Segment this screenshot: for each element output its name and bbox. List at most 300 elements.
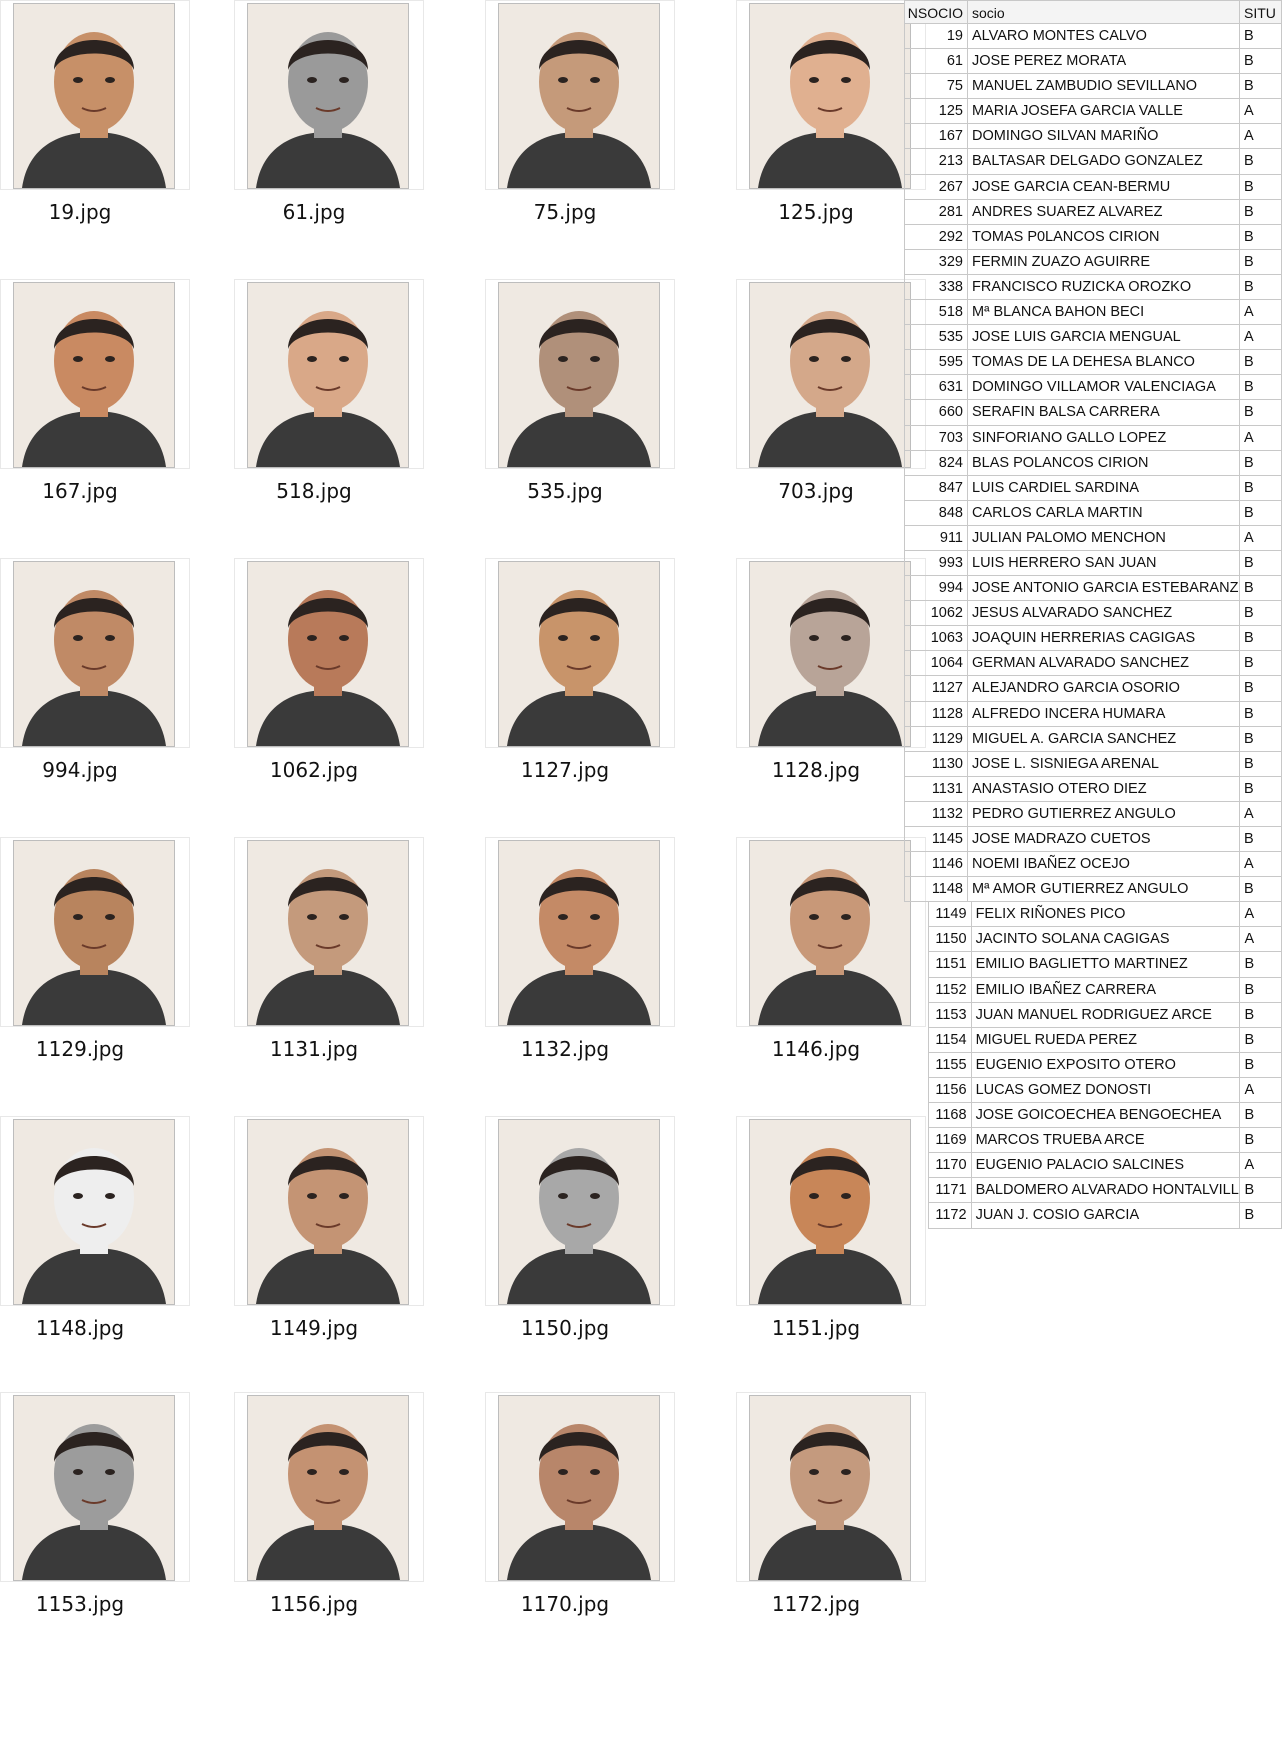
table-row[interactable] — [904, 802, 1282, 827]
cell-socio[interactable]: TOMAS DE LA DEHESA BLANCO — [968, 350, 1240, 375]
table-row[interactable] — [904, 124, 1282, 149]
cell-nsocio[interactable]: 847 — [904, 476, 968, 501]
cell-socio[interactable]: MANUEL ZAMBUDIO SEVILLANO — [968, 74, 1240, 99]
cell-situ[interactable]: A — [1240, 902, 1282, 927]
cell-nsocio[interactable]: 660 — [904, 400, 968, 425]
table-row[interactable] — [904, 827, 1282, 852]
cell-socio[interactable]: CARLOS CARLA MARTIN — [968, 501, 1240, 526]
photo-frame — [485, 1392, 675, 1582]
cell-situ[interactable]: B — [1240, 1128, 1282, 1153]
photo-frame — [234, 1392, 424, 1582]
table-row[interactable] — [904, 275, 1282, 300]
cell-socio[interactable]: ANDRES SUAREZ ALVAREZ — [968, 200, 1240, 225]
cell-socio[interactable]: ALVARO MONTES CALVO — [968, 24, 1240, 49]
photo-frame — [736, 1116, 926, 1306]
table-row[interactable] — [904, 49, 1282, 74]
photo-tile[interactable] — [234, 1392, 424, 1642]
cell-situ[interactable]: B — [1240, 1178, 1282, 1203]
cell-nsocio[interactable]: 1148 — [904, 877, 968, 902]
cell-socio[interactable]: EUGENIO PALACIO SALCINES — [972, 1153, 1241, 1178]
cell-situ[interactable]: B — [1240, 827, 1282, 852]
portrait-icon — [499, 1120, 659, 1304]
table-row[interactable] — [928, 1128, 1282, 1153]
cell-socio[interactable]: DOMINGO SILVAN MARIÑO — [968, 124, 1240, 149]
portrait-icon — [750, 283, 910, 467]
cell-socio[interactable]: JOAQUIN HERRERIAS CAGIGAS — [968, 626, 1240, 651]
cell-socio[interactable]: LUIS CARDIEL SARDINA — [968, 476, 1240, 501]
photo-tile[interactable] — [736, 279, 926, 529]
table-row[interactable] — [904, 225, 1282, 250]
cell-situ[interactable]: B — [1240, 175, 1282, 200]
cell-socio[interactable]: JOSE GARCIA CEAN-BERMU — [968, 175, 1240, 200]
photo-filename: 1151.jpg — [771, 1316, 861, 1340]
cell-nsocio[interactable]: 1131 — [904, 777, 968, 802]
cell-nsocio[interactable]: 1149 — [928, 902, 972, 927]
photo-filename: 1156.jpg — [269, 1592, 359, 1616]
portrait-icon — [750, 1120, 910, 1304]
cell-nsocio[interactable]: 1170 — [928, 1153, 972, 1178]
photo-filename: 1148.jpg — [35, 1316, 125, 1340]
cell-socio[interactable]: MARIA JOSEFA GARCIA VALLE — [968, 99, 1240, 124]
cell-nsocio[interactable]: 994 — [904, 576, 968, 601]
portrait-photo — [749, 840, 911, 1026]
photo-frame — [0, 558, 190, 748]
cell-nsocio[interactable]: 281 — [904, 200, 968, 225]
cell-socio[interactable]: JOSE L. SISNIEGA ARENAL — [968, 752, 1240, 777]
cell-nsocio[interactable]: 518 — [904, 300, 968, 325]
cell-situ[interactable]: A — [1240, 852, 1282, 877]
cell-situ[interactable]: B — [1240, 1053, 1282, 1078]
cell-situ[interactable]: B — [1240, 225, 1282, 250]
table-row[interactable] — [928, 1078, 1282, 1103]
cell-socio[interactable]: JUAN J. COSIO GARCIA — [972, 1203, 1241, 1228]
cell-nsocio[interactable]: 595 — [904, 350, 968, 375]
cell-nsocio[interactable]: 631 — [904, 375, 968, 400]
header-socio[interactable]: socio — [968, 0, 1240, 24]
cell-nsocio[interactable]: 1168 — [928, 1103, 972, 1128]
portrait-icon — [499, 1396, 659, 1580]
table-row[interactable] — [904, 200, 1282, 225]
cell-nsocio[interactable]: 1128 — [904, 702, 968, 727]
table-row[interactable] — [928, 1203, 1282, 1228]
portrait-photo — [13, 1119, 175, 1305]
photo-frame — [485, 0, 675, 190]
cell-nsocio[interactable]: 167 — [904, 124, 968, 149]
table-row[interactable] — [904, 551, 1282, 576]
cell-socio[interactable]: GERMAN ALVARADO SANCHEZ — [968, 651, 1240, 676]
portrait-photo — [247, 561, 409, 747]
cell-nsocio[interactable]: 1156 — [928, 1078, 972, 1103]
cell-nsocio[interactable]: 213 — [904, 149, 968, 174]
cell-situ[interactable]: B — [1240, 702, 1282, 727]
table-row[interactable] — [904, 99, 1282, 124]
cell-socio[interactable]: SINFORIANO GALLO LOPEZ — [968, 426, 1240, 451]
cell-situ[interactable]: B — [1240, 24, 1282, 49]
photo-filename: 535.jpg — [527, 479, 603, 503]
cell-situ[interactable]: B — [1240, 1203, 1282, 1228]
table-row[interactable] — [904, 350, 1282, 375]
cell-socio[interactable]: BALTASAR DELGADO GONZALEZ — [968, 149, 1240, 174]
cell-nsocio[interactable]: 338 — [904, 275, 968, 300]
table-row[interactable] — [928, 902, 1282, 927]
photo-filename: 1149.jpg — [269, 1316, 359, 1340]
portrait-icon — [750, 841, 910, 1025]
table-row[interactable] — [928, 978, 1282, 1003]
cell-nsocio[interactable]: 1062 — [904, 601, 968, 626]
photo-tile[interactable] — [234, 0, 424, 250]
photo-filename: 167.jpg — [42, 479, 118, 503]
cell-situ[interactable]: B — [1240, 375, 1282, 400]
cell-situ[interactable]: A — [1240, 426, 1282, 451]
cell-situ[interactable]: B — [1240, 877, 1282, 902]
photo-tile[interactable] — [485, 0, 675, 250]
cell-situ[interactable]: B — [1240, 200, 1282, 225]
photo-frame — [234, 1116, 424, 1306]
photo-filename: 1153.jpg — [35, 1592, 125, 1616]
portrait-photo — [749, 1119, 911, 1305]
cell-nsocio[interactable]: 1145 — [904, 827, 968, 852]
cell-socio[interactable]: FERMIN ZUAZO AGUIRRE — [968, 250, 1240, 275]
cell-socio[interactable]: MIGUEL RUEDA PEREZ — [972, 1028, 1241, 1053]
cell-nsocio[interactable]: 1129 — [904, 727, 968, 752]
table-row[interactable] — [904, 777, 1282, 802]
cell-socio[interactable]: Mª AMOR GUTIERREZ ANGULO — [968, 877, 1240, 902]
cell-socio[interactable]: JOSE GOICOECHEA BENGOECHEA — [972, 1103, 1241, 1128]
cell-socio[interactable]: FELIX RIÑONES PICO — [972, 902, 1241, 927]
photo-tile[interactable] — [0, 0, 190, 250]
cell-situ[interactable]: A — [1240, 927, 1282, 952]
photo-filename: 1129.jpg — [35, 1037, 125, 1061]
cell-socio[interactable]: PEDRO GUTIERREZ ANGULO — [968, 802, 1240, 827]
cell-situ[interactable]: A — [1240, 526, 1282, 551]
cell-nsocio[interactable]: 19 — [904, 24, 968, 49]
table-body — [904, 24, 1282, 1229]
cell-nsocio[interactable]: 1169 — [928, 1128, 972, 1153]
photo-tile[interactable] — [736, 1392, 926, 1642]
cell-socio[interactable]: LUIS HERRERO SAN JUAN — [968, 551, 1240, 576]
table-row[interactable] — [904, 426, 1282, 451]
portrait-icon — [750, 1396, 910, 1580]
cell-nsocio[interactable]: 1153 — [928, 1003, 972, 1028]
table-row[interactable] — [904, 676, 1282, 701]
cell-situ[interactable]: B — [1240, 1028, 1282, 1053]
cell-nsocio[interactable]: 1063 — [904, 626, 968, 651]
photo-filename: 1131.jpg — [269, 1037, 359, 1061]
photo-filename: 1132.jpg — [520, 1037, 610, 1061]
photo-frame — [234, 0, 424, 190]
portrait-photo — [247, 1119, 409, 1305]
cell-socio[interactable]: MARCOS TRUEBA ARCE — [972, 1128, 1241, 1153]
table-row[interactable] — [904, 576, 1282, 601]
cell-situ[interactable]: A — [1240, 1078, 1282, 1103]
cell-situ[interactable]: B — [1240, 1103, 1282, 1128]
photo-tile[interactable] — [485, 558, 675, 808]
cell-nsocio[interactable]: 329 — [904, 250, 968, 275]
portrait-icon — [14, 562, 174, 746]
cell-situ[interactable]: B — [1240, 451, 1282, 476]
table-row[interactable] — [904, 451, 1282, 476]
photo-tile[interactable] — [0, 558, 190, 808]
cell-situ[interactable]: B — [1240, 601, 1282, 626]
members-table — [904, 0, 1282, 1229]
table-row[interactable] — [904, 727, 1282, 752]
portrait-icon — [248, 1120, 408, 1304]
cell-socio[interactable]: Mª BLANCA BAHON BECI — [968, 300, 1240, 325]
cell-situ[interactable]: A — [1240, 300, 1282, 325]
cell-socio[interactable]: JESUS ALVARADO SANCHEZ — [968, 601, 1240, 626]
photo-tile[interactable] — [736, 1116, 926, 1366]
table-row[interactable] — [904, 702, 1282, 727]
photo-tile[interactable] — [0, 1392, 190, 1642]
cell-socio[interactable]: JULIAN PALOMO MENCHON — [968, 526, 1240, 551]
table-header-row — [904, 0, 1282, 24]
portrait-photo — [498, 3, 660, 189]
table-row[interactable] — [928, 1103, 1282, 1128]
cell-situ[interactable]: B — [1240, 952, 1282, 977]
photo-frame — [736, 1392, 926, 1582]
portrait-icon — [750, 562, 910, 746]
photo-filename: 61.jpg — [282, 200, 346, 224]
cell-situ[interactable]: B — [1240, 651, 1282, 676]
header-situ[interactable]: SITU — [1240, 0, 1282, 24]
cell-socio[interactable]: JUAN MANUEL RODRIGUEZ ARCE — [972, 1003, 1241, 1028]
table-row[interactable] — [928, 1053, 1282, 1078]
portrait-photo — [498, 1395, 660, 1581]
photo-frame — [736, 279, 926, 469]
photo-frame — [736, 558, 926, 748]
cell-nsocio[interactable]: 1130 — [904, 752, 968, 777]
cell-situ[interactable]: B — [1240, 1003, 1282, 1028]
portrait-photo — [498, 840, 660, 1026]
cell-socio[interactable]: MIGUEL A. GARCIA SANCHEZ — [968, 727, 1240, 752]
photo-tile[interactable] — [234, 279, 424, 529]
cell-situ[interactable]: B — [1240, 74, 1282, 99]
cell-situ[interactable]: B — [1240, 727, 1282, 752]
cell-socio[interactable]: JACINTO SOLANA CAGIGAS — [972, 927, 1241, 952]
portrait-photo — [749, 3, 911, 189]
photo-frame — [0, 837, 190, 1027]
cell-nsocio[interactable]: 1150 — [928, 927, 972, 952]
photo-filename: 19.jpg — [48, 200, 112, 224]
table-row[interactable] — [904, 526, 1282, 551]
table-row[interactable] — [928, 1028, 1282, 1053]
portrait-photo — [13, 3, 175, 189]
table-row[interactable] — [904, 375, 1282, 400]
photo-frame — [234, 279, 424, 469]
cell-socio[interactable]: ALFREDO INCERA HUMARA — [968, 702, 1240, 727]
portrait-icon — [248, 562, 408, 746]
photo-frame — [0, 0, 190, 190]
table-row[interactable] — [928, 1178, 1282, 1203]
cell-nsocio[interactable]: 1127 — [904, 676, 968, 701]
cell-socio[interactable]: EMILIO BAGLIETTO MARTINEZ — [972, 952, 1241, 977]
portrait-icon — [14, 841, 174, 1025]
photo-filename: 75.jpg — [533, 200, 597, 224]
cell-situ[interactable]: B — [1240, 626, 1282, 651]
portrait-photo — [247, 3, 409, 189]
cell-socio[interactable]: BLAS POLANCOS CIRION — [968, 451, 1240, 476]
cell-situ[interactable]: B — [1240, 49, 1282, 74]
cell-socio[interactable]: JOSE PEREZ MORATA — [968, 49, 1240, 74]
photo-frame — [736, 837, 926, 1027]
cell-situ[interactable]: B — [1240, 777, 1282, 802]
cell-socio[interactable]: ANASTASIO OTERO DIEZ — [968, 777, 1240, 802]
table-row[interactable] — [904, 601, 1282, 626]
photo-frame — [485, 558, 675, 748]
cell-nsocio[interactable]: 1152 — [928, 978, 972, 1003]
cell-nsocio[interactable]: 848 — [904, 501, 968, 526]
portrait-icon — [499, 841, 659, 1025]
cell-socio[interactable]: FRANCISCO RUZICKA OROZKO — [968, 275, 1240, 300]
cell-socio[interactable]: JOSE LUIS GARCIA MENGUAL — [968, 325, 1240, 350]
table-row[interactable] — [904, 250, 1282, 275]
portrait-photo — [247, 840, 409, 1026]
table-row[interactable] — [904, 149, 1282, 174]
cell-situ[interactable]: B — [1240, 752, 1282, 777]
cell-situ[interactable]: B — [1240, 275, 1282, 300]
table-row[interactable] — [928, 952, 1282, 977]
portrait-icon — [248, 841, 408, 1025]
photo-filename: 994.jpg — [42, 758, 118, 782]
cell-situ[interactable]: B — [1240, 400, 1282, 425]
portrait-icon — [750, 4, 910, 188]
cell-situ[interactable]: B — [1240, 576, 1282, 601]
table-row[interactable] — [904, 24, 1282, 49]
cell-nsocio[interactable]: 703 — [904, 426, 968, 451]
table-row[interactable] — [928, 1003, 1282, 1028]
table-row[interactable] — [904, 852, 1282, 877]
table-row[interactable] — [904, 626, 1282, 651]
table-row[interactable] — [928, 927, 1282, 952]
cell-situ[interactable]: A — [1240, 124, 1282, 149]
cell-nsocio[interactable]: 1155 — [928, 1053, 972, 1078]
portrait-photo — [498, 561, 660, 747]
cell-nsocio[interactable]: 1151 — [928, 952, 972, 977]
cell-situ[interactable]: B — [1240, 149, 1282, 174]
cell-situ[interactable]: A — [1240, 1153, 1282, 1178]
table-row[interactable] — [904, 651, 1282, 676]
cell-nsocio[interactable]: 292 — [904, 225, 968, 250]
cell-situ[interactable]: B — [1240, 250, 1282, 275]
cell-socio[interactable]: NOEMI IBAÑEZ OCEJO — [968, 852, 1240, 877]
photo-tile[interactable] — [0, 1116, 190, 1366]
photo-frame — [485, 837, 675, 1027]
photo-tile[interactable] — [234, 558, 424, 808]
cell-nsocio[interactable]: 75 — [904, 74, 968, 99]
photo-frame — [736, 0, 926, 190]
cell-nsocio[interactable]: 993 — [904, 551, 968, 576]
portrait-photo — [749, 1395, 911, 1581]
portrait-icon — [14, 1396, 174, 1580]
photo-filename: 1146.jpg — [771, 1037, 861, 1061]
cell-nsocio[interactable]: 1154 — [928, 1028, 972, 1053]
cell-situ[interactable]: B — [1240, 350, 1282, 375]
cell-socio[interactable]: EUGENIO EXPOSITO OTERO — [972, 1053, 1241, 1078]
cell-nsocio[interactable]: 1132 — [904, 802, 968, 827]
cell-socio[interactable]: LUCAS GOMEZ DONOSTI — [972, 1078, 1241, 1103]
table-row[interactable] — [904, 476, 1282, 501]
cell-nsocio[interactable]: 267 — [904, 175, 968, 200]
photo-filename: 1150.jpg — [520, 1316, 610, 1340]
cell-nsocio[interactable]: 911 — [904, 526, 968, 551]
cell-nsocio[interactable]: 1064 — [904, 651, 968, 676]
photo-tile[interactable] — [0, 837, 190, 1087]
portrait-icon — [14, 4, 174, 188]
cell-situ[interactable]: B — [1240, 676, 1282, 701]
cell-situ[interactable]: B — [1240, 501, 1282, 526]
cell-situ[interactable]: B — [1240, 476, 1282, 501]
cell-socio[interactable]: JOSE ANTONIO GARCIA ESTEBARANZ — [968, 576, 1240, 601]
table-row[interactable] — [904, 175, 1282, 200]
table-row[interactable] — [904, 300, 1282, 325]
photo-tile[interactable] — [736, 837, 926, 1087]
cell-socio[interactable]: TOMAS P0LANCOS CIRION — [968, 225, 1240, 250]
cell-nsocio[interactable]: 61 — [904, 49, 968, 74]
portrait-icon — [499, 4, 659, 188]
photo-frame — [0, 1116, 190, 1306]
cell-socio[interactable]: JOSE MADRAZO CUETOS — [968, 827, 1240, 852]
cell-socio[interactable]: EMILIO IBAÑEZ CARRERA — [972, 978, 1241, 1003]
photo-frame — [0, 279, 190, 469]
table-row[interactable] — [904, 501, 1282, 526]
cell-situ[interactable]: A — [1240, 99, 1282, 124]
cell-situ[interactable]: B — [1240, 978, 1282, 1003]
photo-tile[interactable] — [234, 837, 424, 1087]
cell-nsocio[interactable]: 1172 — [928, 1203, 972, 1228]
photo-tile[interactable] — [485, 1392, 675, 1642]
portrait-photo — [247, 1395, 409, 1581]
cell-nsocio[interactable]: 824 — [904, 451, 968, 476]
table-row[interactable] — [928, 1153, 1282, 1178]
portrait-icon — [499, 562, 659, 746]
photo-filename: 125.jpg — [778, 200, 854, 224]
cell-nsocio[interactable]: 1171 — [928, 1178, 972, 1203]
portrait-photo — [498, 1119, 660, 1305]
photo-filename: 1127.jpg — [520, 758, 610, 782]
portrait-photo — [13, 561, 175, 747]
cell-socio[interactable]: BALDOMERO ALVARADO HONTALVILL — [972, 1178, 1241, 1203]
cell-situ[interactable]: A — [1240, 802, 1282, 827]
cell-socio[interactable]: ALEJANDRO GARCIA OSORIO — [968, 676, 1240, 701]
photo-filename: 1170.jpg — [520, 1592, 610, 1616]
photo-tile[interactable] — [485, 279, 675, 529]
header-nsocio[interactable]: NSOCIO — [904, 0, 968, 24]
portrait-icon — [14, 283, 174, 467]
photo-tile[interactable] — [234, 1116, 424, 1366]
cell-situ[interactable]: B — [1240, 551, 1282, 576]
portrait-photo — [247, 282, 409, 468]
photo-tile[interactable] — [736, 558, 926, 808]
cell-socio[interactable]: SERAFIN BALSA CARRERA — [968, 400, 1240, 425]
table-row[interactable] — [904, 74, 1282, 99]
portrait-icon — [248, 283, 408, 467]
table-row[interactable] — [904, 877, 1282, 902]
table-row[interactable] — [904, 400, 1282, 425]
cell-nsocio[interactable]: 1146 — [904, 852, 968, 877]
cell-situ[interactable]: A — [1240, 325, 1282, 350]
photo-filename: 518.jpg — [276, 479, 352, 503]
table-row[interactable] — [904, 325, 1282, 350]
photo-tile[interactable] — [0, 279, 190, 529]
photo-tile[interactable] — [736, 0, 926, 250]
table-row[interactable] — [904, 752, 1282, 777]
photo-tile[interactable] — [485, 1116, 675, 1366]
portrait-photo — [13, 840, 175, 1026]
photo-tile[interactable] — [485, 837, 675, 1087]
cell-nsocio[interactable]: 125 — [904, 99, 968, 124]
cell-socio[interactable]: DOMINGO VILLAMOR VALENCIAGA — [968, 375, 1240, 400]
cell-nsocio[interactable]: 535 — [904, 325, 968, 350]
